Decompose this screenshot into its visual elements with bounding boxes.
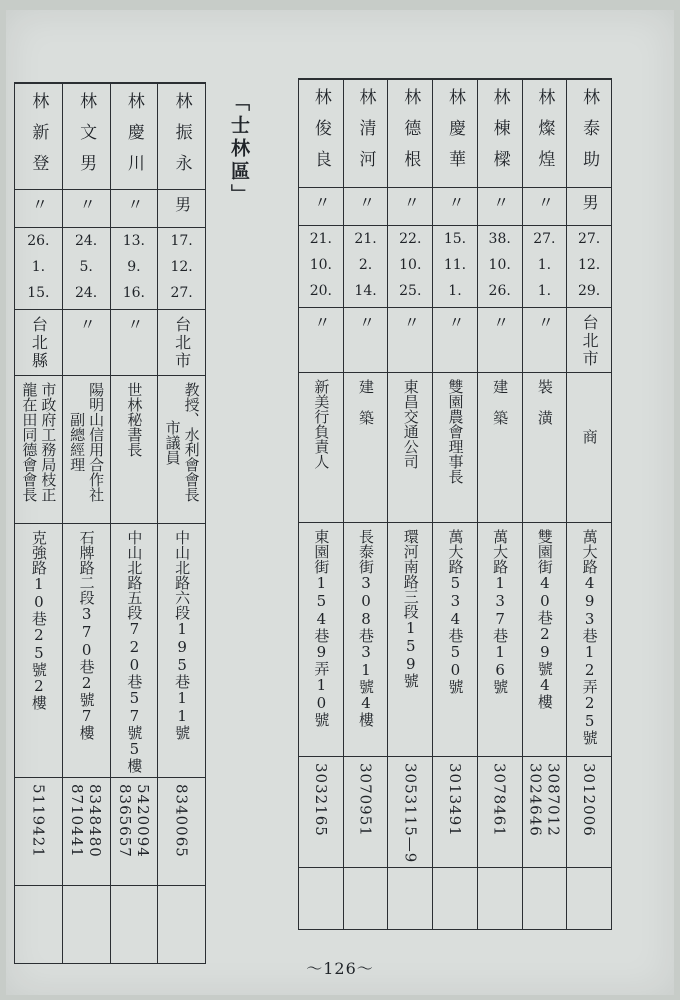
name-cell: 林俊良 <box>299 79 344 187</box>
birthplace-cell: 〃 <box>388 307 433 372</box>
sex-cell: 〃 <box>522 187 567 225</box>
address-cell: 萬大路493巷12弄25號 <box>567 522 612 756</box>
dob-cell: 21. 2. 14. <box>343 225 388 307</box>
address-cell: 環河南路三段159號 <box>388 522 433 756</box>
section-label: 「士林區」 <box>228 92 250 207</box>
dob-row <box>299 225 612 307</box>
occupation-cell: 世林秘書長 <box>110 376 158 524</box>
occupation-cell: 新美行負責人 <box>299 372 344 522</box>
phone-cell: 3013491 <box>433 756 478 867</box>
name-cell: 林泰助 <box>567 79 612 187</box>
occupation-cell: 商 <box>567 372 612 522</box>
name-cell: 林新登 <box>15 83 63 190</box>
birthplace-row <box>15 310 206 376</box>
sex-cell: 〃 <box>110 190 158 228</box>
phone-cell: 3087012 3024646 <box>522 756 567 867</box>
phone-row <box>299 756 612 867</box>
occupation-cell: 建築 <box>477 372 522 522</box>
name-row <box>15 83 206 190</box>
address-cell: 萬大路137巷16號 <box>477 522 522 756</box>
name-cell: 林慶川 <box>110 83 158 190</box>
address-cell: 中山北路五段720巷57號5樓 <box>110 524 158 778</box>
address-row <box>299 522 612 756</box>
dob-row <box>15 228 206 310</box>
occupation-cell: 東昌交通公司 <box>388 372 433 522</box>
dob-cell: 38. 10. 26. <box>477 225 522 307</box>
sex-cell: 男 <box>567 187 612 225</box>
name-cell: 林文男 <box>62 83 110 190</box>
address-cell: 萬大路534巷50號 <box>433 522 478 756</box>
address-cell: 石牌路二段370巷2號7樓 <box>62 524 110 778</box>
birthplace-cell: 〃 <box>343 307 388 372</box>
sex-row <box>15 190 206 228</box>
occupation-cell: 雙園農會理事長 <box>433 372 478 522</box>
sex-cell: 〃 <box>62 190 110 228</box>
phone-cell: 3012006 <box>567 756 612 867</box>
empty-row <box>299 867 612 929</box>
address-cell: 中山北路六段195巷11號 <box>158 524 206 778</box>
sex-cell: 〃 <box>433 187 478 225</box>
birthplace-cell: 〃 <box>110 310 158 376</box>
birthplace-cell: 台北縣 <box>15 310 63 376</box>
sex-cell: 男 <box>158 190 206 228</box>
address-row <box>15 524 206 778</box>
dob-cell: 13. 9. 16. <box>110 228 158 310</box>
phone-cell: 3070951 <box>343 756 388 867</box>
name-row <box>299 79 612 187</box>
occupation-cell: 陽明山信用合作社 副總經理 <box>62 376 110 524</box>
dob-cell: 22. 10. 25. <box>388 225 433 307</box>
birthplace-cell: 〃 <box>299 307 344 372</box>
birthplace-cell: 台北市 <box>158 310 206 376</box>
name-cell: 林慶華 <box>433 79 478 187</box>
address-cell: 長泰街308巷31號4樓 <box>343 522 388 756</box>
phone-cell: 3032165 <box>299 756 344 867</box>
address-cell: 雙園街40巷29號4樓 <box>522 522 567 756</box>
occupation-cell: 裝潢 <box>522 372 567 522</box>
name-cell: 林振永 <box>158 83 206 190</box>
sex-cell: 〃 <box>343 187 388 225</box>
page-number: ～126～ <box>306 959 374 978</box>
right-directory-table <box>298 78 612 930</box>
dob-cell: 27. 12. 29. <box>567 225 612 307</box>
phone-cell: 5119421 <box>15 778 63 886</box>
occupation-cell: 教授、水利會會長 市議員 <box>158 376 206 524</box>
birthplace-cell: 〃 <box>522 307 567 372</box>
birthplace-cell: 〃 <box>477 307 522 372</box>
occupation-row <box>15 376 206 524</box>
dob-cell: 21. 10. 20. <box>299 225 344 307</box>
name-cell: 林德根 <box>388 79 433 187</box>
birthplace-row <box>299 307 612 372</box>
occupation-cell: 市政府工務局枝正 龍在田同德會會長 <box>15 376 63 524</box>
sex-cell: 〃 <box>477 187 522 225</box>
phone-cell: 3053115—9 <box>388 756 433 867</box>
left-directory-table <box>14 82 206 964</box>
birthplace-cell: 〃 <box>62 310 110 376</box>
address-cell: 克強路10巷25號2樓 <box>15 524 63 778</box>
sex-cell: 〃 <box>15 190 63 228</box>
phone-cell: 8348480 8710441 <box>62 778 110 886</box>
dob-cell: 27. 1. 1. <box>522 225 567 307</box>
name-cell: 林燦煌 <box>522 79 567 187</box>
occupation-row <box>299 372 612 522</box>
dob-cell: 17. 12. 27. <box>158 228 206 310</box>
name-cell: 林清河 <box>343 79 388 187</box>
phone-row <box>15 778 206 886</box>
sex-row <box>299 187 612 225</box>
birthplace-cell: 〃 <box>433 307 478 372</box>
phone-cell: 5420094 8365657 <box>110 778 158 886</box>
address-cell: 東園街154巷9弄10號 <box>299 522 344 756</box>
phone-cell: 8340065 <box>158 778 206 886</box>
dob-cell: 15. 11. 1. <box>433 225 478 307</box>
dob-cell: 26. 1. 15. <box>15 228 63 310</box>
occupation-cell: 建築 <box>343 372 388 522</box>
dob-cell: 24. 5. 24. <box>62 228 110 310</box>
phone-cell: 3078461 <box>477 756 522 867</box>
name-cell: 林棟樑 <box>477 79 522 187</box>
birthplace-cell: 台北市 <box>567 307 612 372</box>
empty-row <box>15 886 206 964</box>
sex-cell: 〃 <box>299 187 344 225</box>
sex-cell: 〃 <box>388 187 433 225</box>
